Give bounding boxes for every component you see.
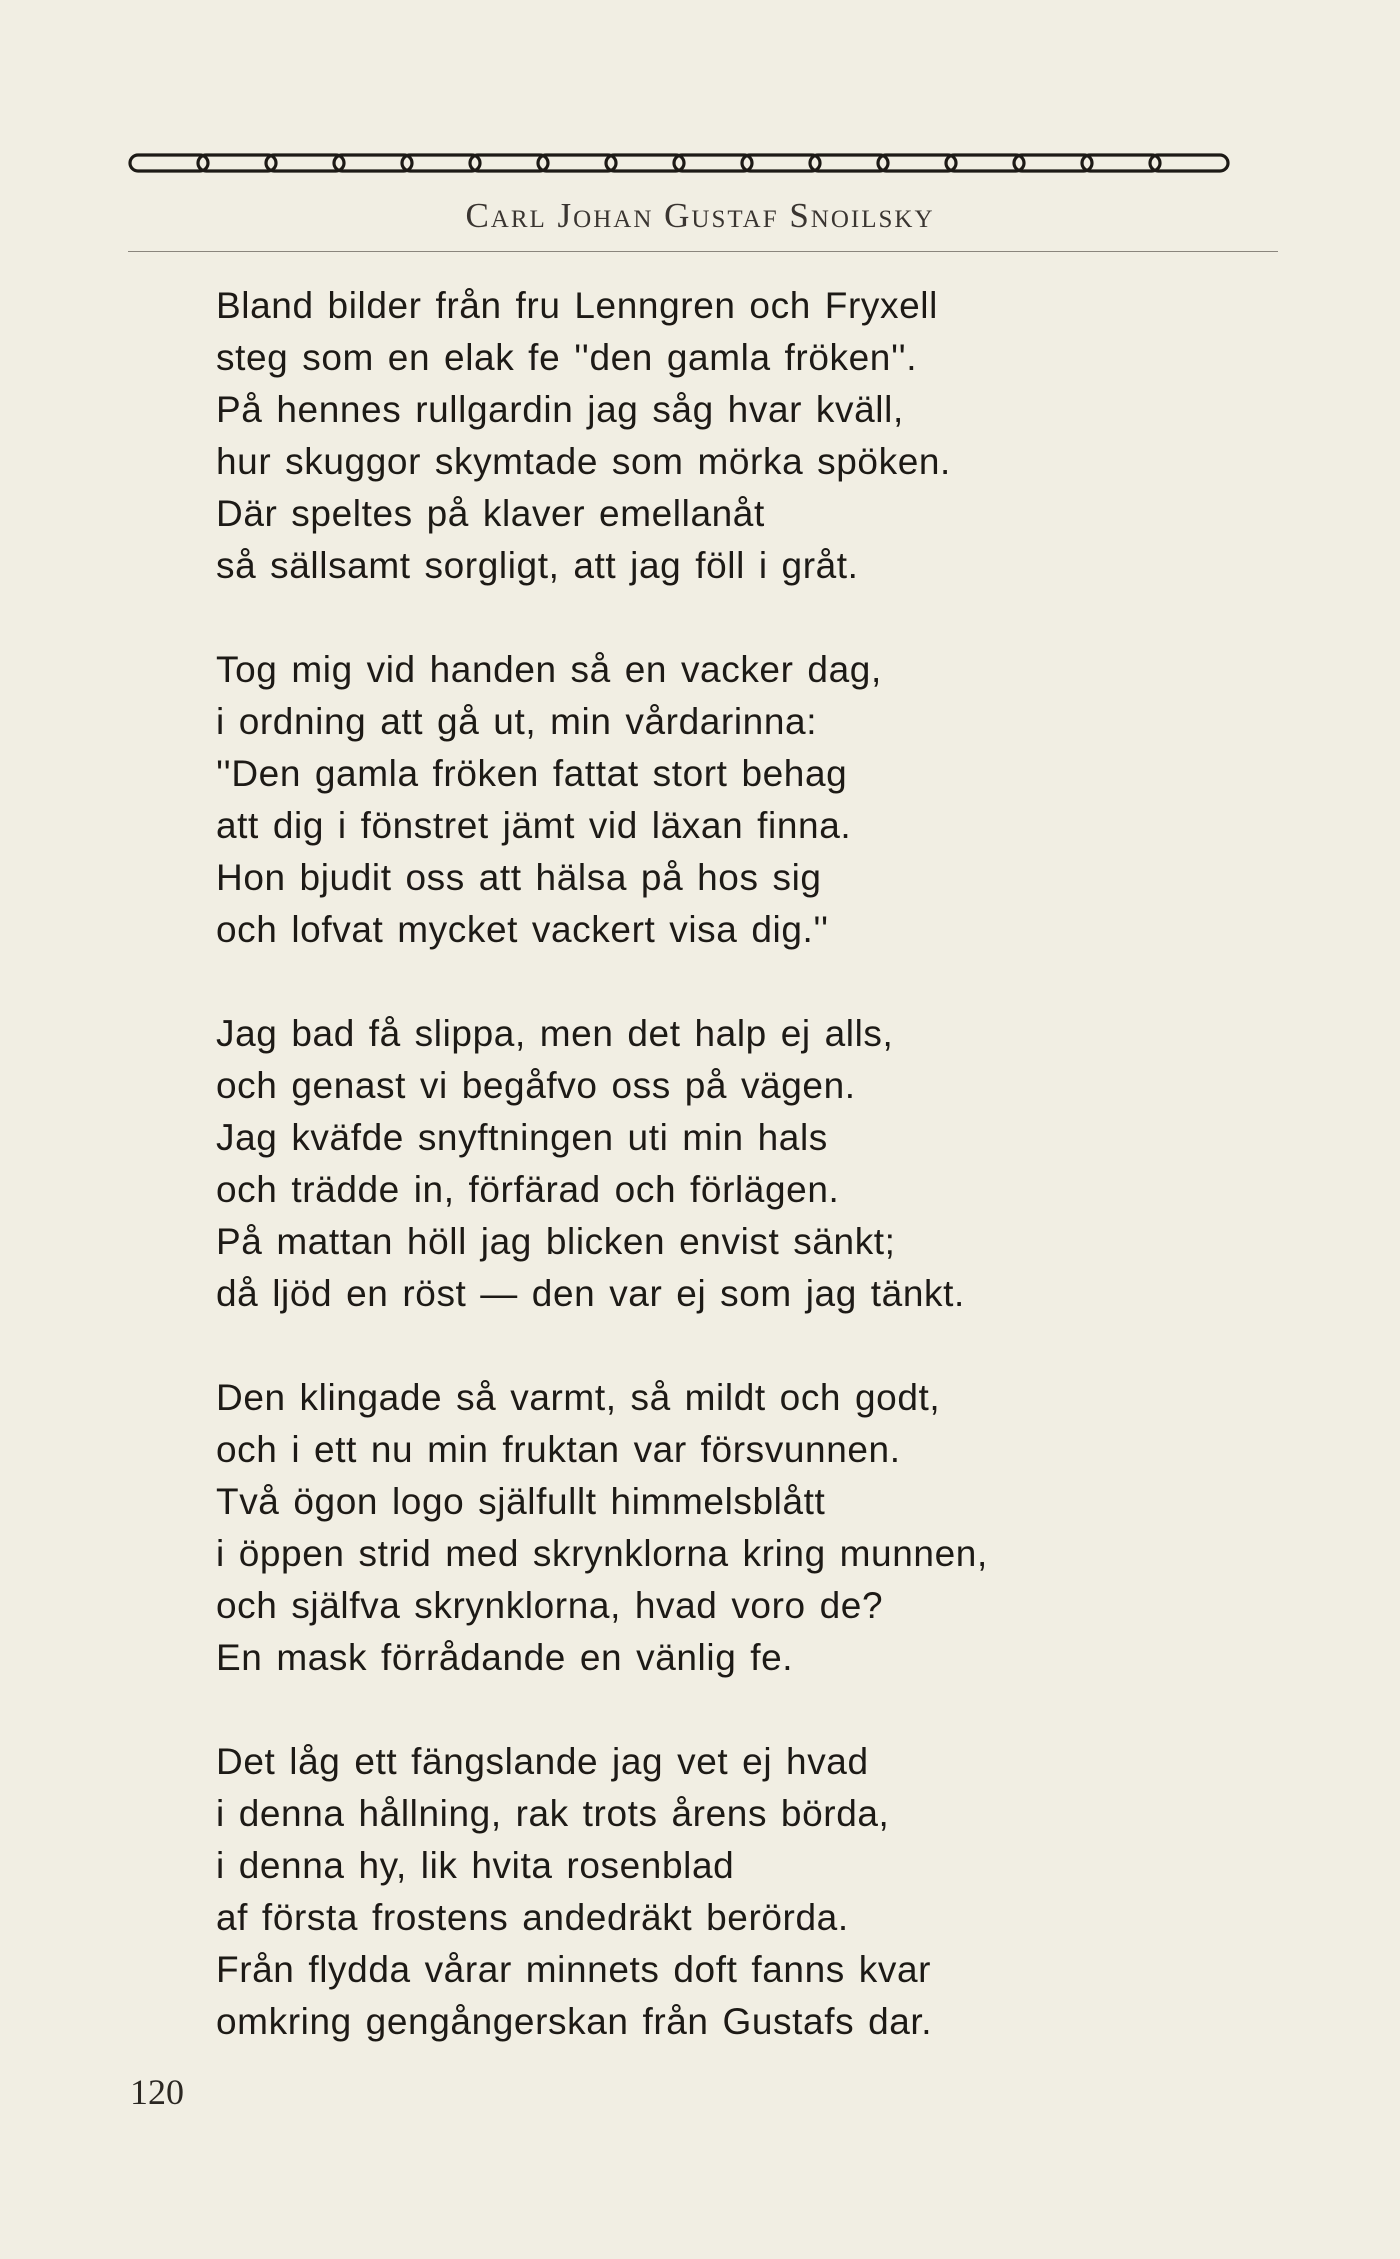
verse-line: På mattan höll jag blicken envist sänkt;: [216, 1221, 896, 1262]
verse-line: och lofvat mycket vackert visa dig.'': [216, 909, 829, 950]
verse-line: På hennes rullgardin jag såg hvar kväll,: [216, 389, 904, 430]
verse-line: i ordning att gå ut, min vårdarinna:: [216, 701, 818, 742]
chain-ornament: [128, 150, 1278, 176]
stanza: [216, 644, 1316, 956]
chain-link: [674, 155, 752, 171]
verse-line: hur skuggor skymtade som mörka spöken.: [216, 441, 951, 482]
header-rule: [128, 251, 1278, 252]
chain-link: [334, 155, 412, 171]
verse-line: och i ett nu min fruktan var försvunnen.: [216, 1429, 901, 1470]
verse-line: så sällsamt sorgligt, att jag föll i gråt.: [216, 545, 859, 586]
verse-line: Två ögon logo själfullt himmelsblått: [216, 1481, 826, 1522]
verse-line: Den klingade så varmt, så mildt och godt,: [216, 1377, 941, 1418]
chain-link: [470, 155, 548, 171]
verse-line: omkring gengångerskan från Gustafs dar.: [216, 2001, 933, 2042]
verse-line: då ljöd en röst — den var ej som jag tänkt.: [216, 1273, 965, 1314]
chain-link: [946, 155, 1024, 171]
chain-link: [198, 155, 276, 171]
verse-line: En mask förrådande en vänlig fe.: [216, 1637, 794, 1678]
chain-link: [606, 155, 684, 171]
stanza: [216, 1372, 1316, 1684]
chain-link: [266, 155, 344, 171]
verse-line: steg som en elak fe ''den gamla fröken''.: [216, 337, 918, 378]
verse-line: Hon bjudit oss att hälsa på hos sig: [216, 857, 822, 898]
verse-line: Där speltes på klaver emellanåt: [216, 493, 765, 534]
verse-line: Från flydda vårar minnets doft fanns kvar: [216, 1949, 932, 1990]
verse-line: Bland bilder från fru Lenngren och Fryxell: [216, 285, 938, 326]
page-number: 120: [130, 2072, 184, 2112]
chain-link: [130, 155, 208, 171]
verse-line: i denna hy, lik hvita rosenblad: [216, 1845, 735, 1886]
poem: [216, 280, 1316, 2100]
chain-link: [402, 155, 480, 171]
verse-line: i öppen strid med skrynklorna kring munnen,: [216, 1533, 988, 1574]
verse-line: Jag kväfde snyftningen uti min hals: [216, 1117, 828, 1158]
verse-line: i denna hållning, rak trots årens börda,: [216, 1793, 890, 1834]
stanza: [216, 1736, 1316, 2048]
verse-line: ''Den gamla fröken fattat stort behag: [216, 753, 848, 794]
chain-link: [878, 155, 956, 171]
chain-link: [742, 155, 820, 171]
chain-link: [1082, 155, 1160, 171]
verse-line: och själfva skrynklorna, hvad voro de?: [216, 1585, 884, 1626]
chain-link: [1150, 155, 1228, 171]
verse-line: och trädde in, förfärad och förlägen.: [216, 1169, 840, 1210]
verse-line: af första frostens andedräkt berörda.: [216, 1897, 849, 1938]
chain-link: [810, 155, 888, 171]
verse-line: Det låg ett fängslande jag vet ej hvad: [216, 1741, 869, 1782]
chain-link: [1014, 155, 1092, 171]
chain-link: [538, 155, 616, 171]
verse-line: att dig i fönstret jämt vid läxan finna.: [216, 805, 852, 846]
verse-line: Jag bad få slippa, men det halp ej alls,: [216, 1013, 894, 1054]
stanza: [216, 280, 1316, 592]
stanza: [216, 1008, 1316, 1320]
verse-line: Tog mig vid handen så en vacker dag,: [216, 649, 882, 690]
verse-line: och genast vi begåfvo oss på vägen.: [216, 1065, 856, 1106]
running-title: Carl Johan Gustaf Snoilsky: [465, 196, 935, 235]
